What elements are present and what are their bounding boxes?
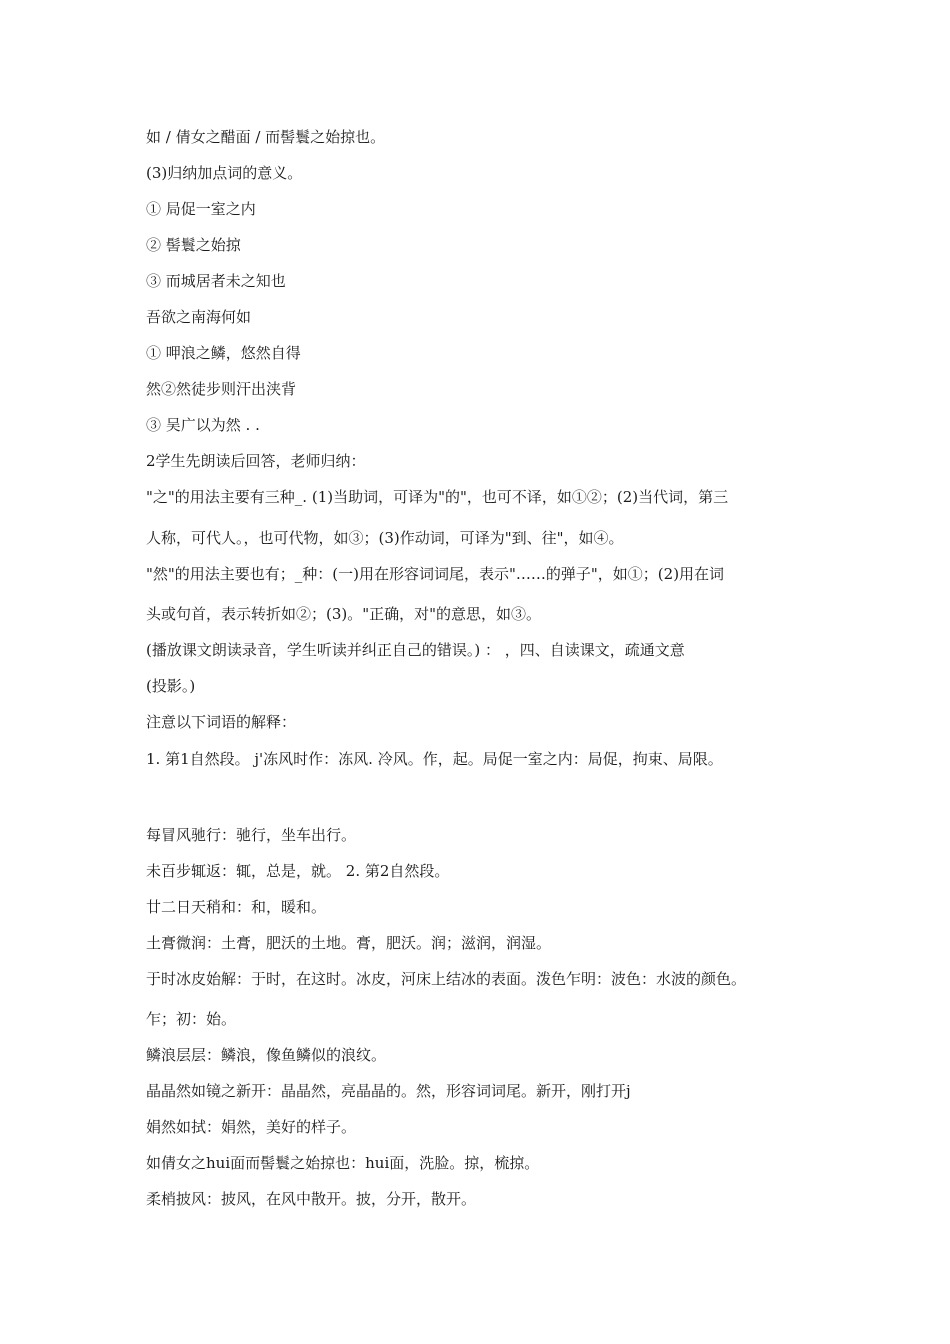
text-line: 廿二日天稍和：和，暖和。 xyxy=(146,898,327,916)
text-line: 每冒风驰行：驰行，坐车出行。 xyxy=(146,826,357,844)
text-line: (投影。) xyxy=(146,677,196,695)
text-line: "之"的用法主要有三种_. (1)当助词，可译为"的"，也可不译，如①②；(2)当代词，第三 xyxy=(146,488,729,506)
text-line: ① 局促一室之内 xyxy=(146,200,256,218)
text-line: ③ 而城居者未之知也 xyxy=(146,272,286,290)
text-line: ② 髻鬟之始掠 xyxy=(146,236,241,254)
text-line: ③ 吴广以为然 . . xyxy=(146,416,260,434)
text-line: 注意以下词语的解释： xyxy=(146,713,297,731)
text-line: 乍；初：始。 xyxy=(146,1010,237,1028)
text-line: 人称，可代人。，也可代物，如③；(3)作动词，可译为"到、往"，如④。 xyxy=(146,529,624,547)
text-line: 娟然如拭：娟然，美好的样子。 xyxy=(146,1118,357,1136)
text-line: 如 / 倩女之醋面 / 而髻鬟之始掠也。 xyxy=(146,128,386,146)
text-line: 2学生先朗读后回答，老师归纳： xyxy=(146,452,366,470)
text-line: ① 呷浪之鳞，悠然自得 xyxy=(146,344,301,362)
text-line: (3)归纳加点词的意义。 xyxy=(146,164,303,182)
text-line: 头或句首，表示转折如②；(3)。"正确，对"的意思，如③。 xyxy=(146,605,542,623)
text-line: 土膏微润：土膏，肥沃的土地。膏，肥沃。润；滋润，润湿。 xyxy=(146,934,552,952)
text-line: 于时冰皮始解：于时，在这时。冰皮，河床上结冰的表面。泼色乍明：波色：水波的颜色。 xyxy=(146,970,747,988)
text-line: 1. 第1自然段。 j'冻风时作：冻风. 冷风。作，起。局促一室之内：局促，拘束、局限。 xyxy=(146,750,723,768)
text-line: 晶晶然如镜之新开：晶晶然，亮晶晶的。然，形容词词尾。新开，刚打开j xyxy=(146,1082,631,1100)
text-line: 然②然徒步则汗出浃背 xyxy=(146,380,297,398)
text-line: (播放课文朗读录音，学生听读并纠正自己的错误。) ： ，四、自读课文，疏通文意 xyxy=(146,641,685,659)
text-line: 柔梢披风：披风，在风中散开。披，分开，散开。 xyxy=(146,1190,477,1208)
text-line: 吾欲之南海何如 xyxy=(146,308,252,326)
text-line: 鳞浪层层：鳞浪，像鱼鳞似的浪纹。 xyxy=(146,1046,387,1064)
text-line: 如倩女之hui面而髻鬟之始掠也：hui面，洗脸。掠，梳掠。 xyxy=(146,1154,540,1172)
text-line: "然"的用法主要也有；_种：(一)用在形容词词尾，表示"……的弹子"，如①；(2)用在词 xyxy=(146,565,725,583)
text-line: 未百步辄返：辄，总是，就。 2. 第2自然段。 xyxy=(146,862,450,880)
